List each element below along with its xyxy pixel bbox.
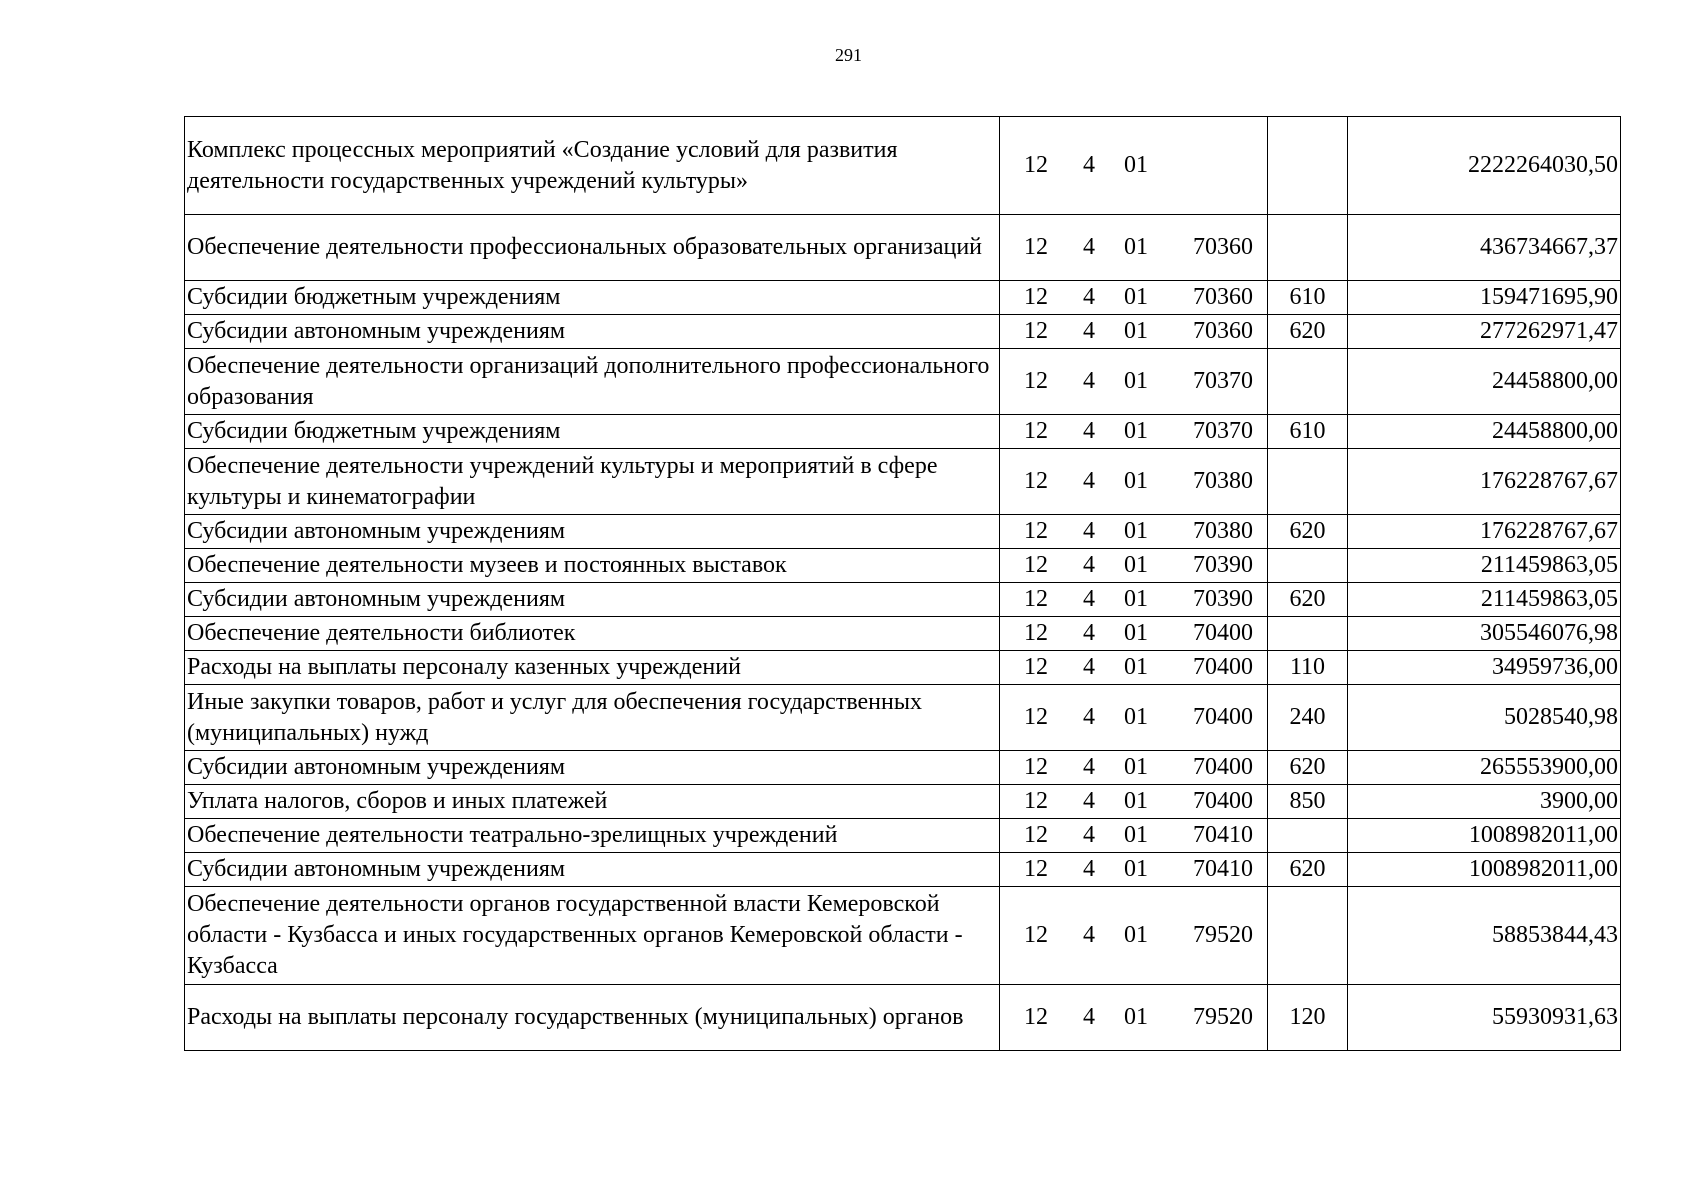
row-code-direction: 79520	[1193, 922, 1253, 948]
row-code-program: 12	[1024, 318, 1048, 344]
row-code-complex: 01	[1124, 284, 1148, 310]
row-code-direction: 70400	[1193, 620, 1253, 646]
table-row	[185, 215, 1621, 281]
row-expense-type: 850	[1268, 785, 1348, 819]
row-code-program: 12	[1024, 418, 1048, 444]
row-sum: 5028540,98	[1348, 685, 1621, 751]
row-sum: 55930931,63	[1348, 985, 1621, 1051]
row-code-direction: 70400	[1193, 754, 1253, 780]
table-row	[185, 515, 1621, 549]
row-expense-type	[1268, 617, 1348, 651]
row-code-subprogram: 4	[1083, 788, 1095, 814]
row-code-cell	[1000, 617, 1268, 651]
row-name: Субсидии автономным учреждениям	[185, 853, 1000, 887]
row-code-direction: 70370	[1193, 418, 1253, 444]
row-name: Уплата налогов, сборов и иных платежей	[185, 785, 1000, 819]
row-code-subprogram: 4	[1083, 234, 1095, 260]
table-row	[185, 583, 1621, 617]
row-name: Расходы на выплаты персоналу казенных учреждений	[185, 651, 1000, 685]
row-code-complex: 01	[1124, 234, 1148, 260]
row-code-program: 12	[1024, 552, 1048, 578]
row-code-direction: 70360	[1193, 234, 1253, 260]
row-expense-type: 620	[1268, 515, 1348, 549]
row-code-complex: 01	[1124, 152, 1148, 178]
row-expense-type	[1268, 819, 1348, 853]
row-code-subprogram: 4	[1083, 822, 1095, 848]
row-code-subprogram: 4	[1083, 552, 1095, 578]
row-sum: 58853844,43	[1348, 887, 1621, 985]
row-code-program: 12	[1024, 922, 1048, 948]
row-sum: 3900,00	[1348, 785, 1621, 819]
row-code-program: 12	[1024, 518, 1048, 544]
row-code-complex: 01	[1124, 654, 1148, 680]
row-code-cell	[1000, 449, 1268, 515]
row-code-subprogram: 4	[1083, 620, 1095, 646]
row-expense-type: 620	[1268, 751, 1348, 785]
row-code-cell	[1000, 887, 1268, 985]
row-code-complex: 01	[1124, 822, 1148, 848]
table-row	[185, 751, 1621, 785]
row-code-subprogram: 4	[1083, 922, 1095, 948]
row-code-program: 12	[1024, 822, 1048, 848]
table-row	[185, 617, 1621, 651]
row-sum: 436734667,37	[1348, 215, 1621, 281]
row-code-subprogram: 4	[1083, 1004, 1095, 1030]
table-row	[185, 887, 1621, 985]
row-code-cell	[1000, 315, 1268, 349]
row-expense-type: 110	[1268, 651, 1348, 685]
row-code-program: 12	[1024, 856, 1048, 882]
row-code-complex: 01	[1124, 318, 1148, 344]
row-code-subprogram: 4	[1083, 754, 1095, 780]
row-code-direction: 70410	[1193, 822, 1253, 848]
row-code-cell	[1000, 651, 1268, 685]
budget-table	[184, 116, 1621, 1051]
row-expense-type	[1268, 117, 1348, 215]
row-code-direction: 70380	[1193, 518, 1253, 544]
row-code-cell	[1000, 819, 1268, 853]
row-sum: 277262971,47	[1348, 315, 1621, 349]
row-code-direction: 70400	[1193, 788, 1253, 814]
table-row	[185, 819, 1621, 853]
row-expense-type: 620	[1268, 583, 1348, 617]
row-sum: 176228767,67	[1348, 515, 1621, 549]
row-code-complex: 01	[1124, 468, 1148, 494]
row-sum: 24458800,00	[1348, 415, 1621, 449]
row-sum: 305546076,98	[1348, 617, 1621, 651]
row-name: Комплекс процессных мероприятий «Создание условий для развития деятельности государственных учреждений культуры»	[185, 117, 1000, 215]
row-code-subprogram: 4	[1083, 368, 1095, 394]
row-code-cell	[1000, 415, 1268, 449]
row-code-cell	[1000, 751, 1268, 785]
row-code-subprogram: 4	[1083, 704, 1095, 730]
page-number: 291	[835, 45, 862, 65]
row-code-direction: 70360	[1193, 318, 1253, 344]
row-sum: 1008982011,00	[1348, 819, 1621, 853]
row-code-cell	[1000, 685, 1268, 751]
table-row	[185, 651, 1621, 685]
row-name: Обеспечение деятельности учреждений культуры и мероприятий в сфере культуры и кинематографии	[185, 449, 1000, 515]
table-row	[185, 349, 1621, 415]
row-code-complex: 01	[1124, 704, 1148, 730]
row-code-complex: 01	[1124, 418, 1148, 444]
table-body	[185, 117, 1621, 1051]
table-row	[185, 549, 1621, 583]
row-code-complex: 01	[1124, 1004, 1148, 1030]
row-expense-type: 610	[1268, 415, 1348, 449]
table-row	[185, 685, 1621, 751]
row-code-subprogram: 4	[1083, 152, 1095, 178]
row-expense-type	[1268, 349, 1348, 415]
row-code-program: 12	[1024, 152, 1048, 178]
row-code-direction: 79520	[1193, 1004, 1253, 1030]
table-row	[185, 853, 1621, 887]
table-row	[185, 315, 1621, 349]
row-sum: 2222264030,50	[1348, 117, 1621, 215]
row-expense-type	[1268, 549, 1348, 583]
row-sum: 176228767,67	[1348, 449, 1621, 515]
row-expense-type	[1268, 887, 1348, 985]
row-sum: 211459863,05	[1348, 583, 1621, 617]
row-code-program: 12	[1024, 754, 1048, 780]
row-sum: 159471695,90	[1348, 281, 1621, 315]
row-code-subprogram: 4	[1083, 586, 1095, 612]
row-name: Обеспечение деятельности организаций дополнительного профессионального образования	[185, 349, 1000, 415]
row-name: Обеспечение деятельности органов государственной власти Кемеровской области - Кузбасса и иных государственных органов Кемеровской области - Кузбасса	[185, 887, 1000, 985]
row-name: Обеспечение деятельности музеев и постоянных выставок	[185, 549, 1000, 583]
table-row	[185, 785, 1621, 819]
row-code-direction: 70400	[1193, 704, 1253, 730]
row-expense-type: 120	[1268, 985, 1348, 1051]
row-sum: 211459863,05	[1348, 549, 1621, 583]
row-code-complex: 01	[1124, 922, 1148, 948]
row-name: Субсидии автономным учреждениям	[185, 583, 1000, 617]
row-code-cell	[1000, 853, 1268, 887]
row-code-program: 12	[1024, 654, 1048, 680]
row-code-complex: 01	[1124, 368, 1148, 394]
row-code-program: 12	[1024, 586, 1048, 612]
row-name: Субсидии бюджетным учреждениям	[185, 281, 1000, 315]
row-code-direction: 70390	[1193, 552, 1253, 578]
row-code-direction: 70380	[1193, 468, 1253, 494]
row-code-subprogram: 4	[1083, 468, 1095, 494]
row-name: Обеспечение деятельности библиотек	[185, 617, 1000, 651]
row-code-direction: 70360	[1193, 284, 1253, 310]
row-code-complex: 01	[1124, 754, 1148, 780]
row-name: Субсидии бюджетным учреждениям	[185, 415, 1000, 449]
row-code-program: 12	[1024, 788, 1048, 814]
row-expense-type: 620	[1268, 853, 1348, 887]
row-code-direction: 70370	[1193, 368, 1253, 394]
row-expense-type	[1268, 215, 1348, 281]
table-row	[185, 985, 1621, 1051]
row-code-direction: 70410	[1193, 856, 1253, 882]
row-code-complex: 01	[1124, 788, 1148, 814]
row-expense-type: 610	[1268, 281, 1348, 315]
row-code-complex: 01	[1124, 518, 1148, 544]
row-code-cell	[1000, 549, 1268, 583]
row-name: Расходы на выплаты персоналу государственных (муниципальных) органов	[185, 985, 1000, 1051]
row-sum: 1008982011,00	[1348, 853, 1621, 887]
row-code-cell	[1000, 349, 1268, 415]
row-code-program: 12	[1024, 234, 1048, 260]
row-code-program: 12	[1024, 284, 1048, 310]
row-code-cell	[1000, 515, 1268, 549]
row-name: Обеспечение деятельности театрально-зрелищных учреждений	[185, 819, 1000, 853]
row-code-complex: 01	[1124, 620, 1148, 646]
row-code-subprogram: 4	[1083, 856, 1095, 882]
row-code-direction: 70400	[1193, 654, 1253, 680]
row-code-cell	[1000, 785, 1268, 819]
row-code-subprogram: 4	[1083, 418, 1095, 444]
row-code-cell	[1000, 985, 1268, 1051]
row-code-subprogram: 4	[1083, 318, 1095, 344]
row-code-program: 12	[1024, 620, 1048, 646]
row-name: Субсидии автономным учреждениям	[185, 751, 1000, 785]
row-name: Иные закупки товаров, работ и услуг для обеспечения государственных (муниципальных) нужд	[185, 685, 1000, 751]
row-expense-type	[1268, 449, 1348, 515]
row-code-complex: 01	[1124, 552, 1148, 578]
row-sum: 24458800,00	[1348, 349, 1621, 415]
row-code-complex: 01	[1124, 856, 1148, 882]
table-row	[185, 117, 1621, 215]
row-expense-type: 620	[1268, 315, 1348, 349]
row-code-program: 12	[1024, 1004, 1048, 1030]
row-code-cell	[1000, 583, 1268, 617]
row-code-subprogram: 4	[1083, 518, 1095, 544]
row-code-cell	[1000, 281, 1268, 315]
row-code-program: 12	[1024, 368, 1048, 394]
table-row	[185, 449, 1621, 515]
row-sum: 265553900,00	[1348, 751, 1621, 785]
row-code-subprogram: 4	[1083, 654, 1095, 680]
row-name: Субсидии автономным учреждениям	[185, 515, 1000, 549]
row-code-subprogram: 4	[1083, 284, 1095, 310]
row-expense-type: 240	[1268, 685, 1348, 751]
table-row	[185, 415, 1621, 449]
row-code-cell	[1000, 117, 1268, 215]
table-row	[185, 281, 1621, 315]
row-name: Обеспечение деятельности профессиональных образовательных организаций	[185, 215, 1000, 281]
row-code-complex: 01	[1124, 586, 1148, 612]
row-code-direction: 70390	[1193, 586, 1253, 612]
row-code-cell	[1000, 215, 1268, 281]
row-code-program: 12	[1024, 704, 1048, 730]
row-sum: 34959736,00	[1348, 651, 1621, 685]
row-code-program: 12	[1024, 468, 1048, 494]
row-name: Субсидии автономным учреждениям	[185, 315, 1000, 349]
